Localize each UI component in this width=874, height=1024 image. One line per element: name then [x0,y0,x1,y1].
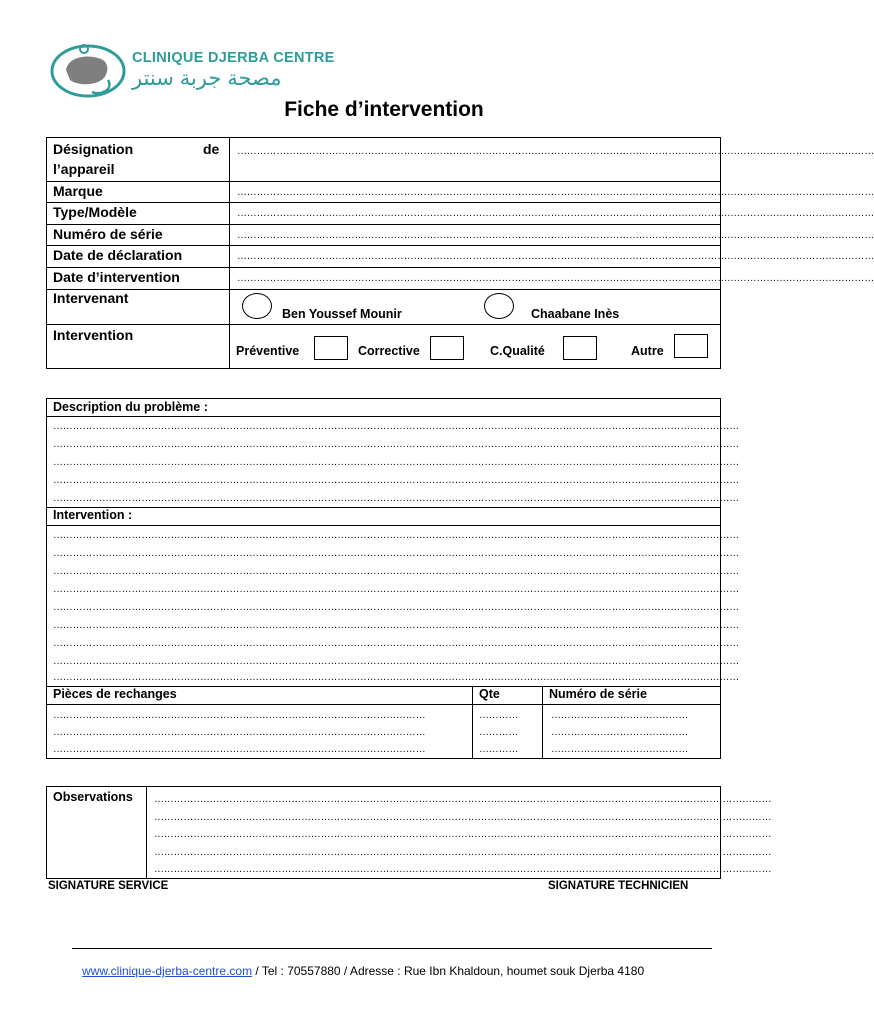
intervention-line-8[interactable]: ………………………………………………………………………………………………………………………………………………………………………………………… [53,656,740,667]
autre-checkbox[interactable] [674,334,708,358]
type-model-field[interactable]: …………………………………………………………………………………………………………………………………………………………………………… [237,208,874,219]
clinic-name: CLINIQUE DJERBA CENTRE [132,50,335,66]
qty-line-2[interactable]: ………… [479,727,519,738]
problem-line-5[interactable]: ………………………………………………………………………………………………………………………………………………………………………………………… [53,493,740,504]
intervenant-option-1: Ben Youssef Mounir [282,307,402,321]
signature-technician-label: SIGNATURE TECHNICIEN [548,880,689,892]
part-line-1[interactable]: …………………………………………………………………………………………………… [53,710,426,721]
marque-label: Marque [53,183,103,199]
intervention-type-label: Intervention [53,327,134,343]
website-link[interactable]: www.clinique-djerba-centre.com [82,964,253,978]
serial-number-label: Numéro de série [53,226,163,242]
designation-label-de: de [203,141,220,157]
serial-line-3[interactable]: …………………………………… [551,744,689,755]
intervention-date-label: Date d’intervention [53,269,180,285]
intervention-line-3[interactable]: ………………………………………………………………………………………………………………………………………………………………………………………… [53,566,740,577]
problem-line-1[interactable]: ………………………………………………………………………………………………………………………………………………………………………………………… [53,421,740,432]
intervention-line-6[interactable]: ………………………………………………………………………………………………………………………………………………………………………………………… [53,620,740,631]
quantity-label: Qte [479,687,500,701]
cqualite-checkbox[interactable] [563,336,597,360]
form-title: Fiche d’intervention [284,98,484,121]
intervention-line-9[interactable]: ………………………………………………………………………………………………………………………………………………………………………………………… [53,672,740,683]
signature-service-label: SIGNATURE SERVICE [48,880,169,892]
observation-line-2[interactable]: ……………………………………………………………………………………………………………………………………………………………………… [154,812,772,823]
device-info-table [46,137,874,369]
declaration-date-label: Date de déclaration [53,247,183,263]
observations-label: Observations [53,790,133,804]
preventive-checkbox[interactable] [314,336,348,360]
observations-table [46,786,772,879]
clinic-emblem-icon [48,40,128,98]
intervenant-option-2: Chaabane Inès [531,307,620,321]
problem-line-4[interactable]: ………………………………………………………………………………………………………………………………………………………………………………………… [53,475,740,486]
observation-line-4[interactable]: ……………………………………………………………………………………………………………………………………………………………………… [154,847,772,858]
intervention-type-preventive: Préventive [236,344,300,358]
serial-line-2[interactable]: …………………………………… [551,727,689,738]
problem-line-2[interactable]: ………………………………………………………………………………………………………………………………………………………………………………………… [53,439,740,450]
problem-description-label: Description du problème : [53,400,208,414]
intervention-line-5[interactable]: ………………………………………………………………………………………………………………………………………………………………………………………… [53,602,740,613]
declaration-date-field[interactable]: …………………………………………………………………………………………………………………………………………………………………………… [237,251,874,262]
designation-label: Désignation [53,141,134,157]
problem-line-3[interactable]: ………………………………………………………………………………………………………………………………………………………………………………………… [53,457,740,468]
qty-line-1[interactable]: ………… [479,710,519,721]
observation-line-3[interactable]: ……………………………………………………………………………………………………………………………………………………………………… [154,829,772,840]
footer-contact [82,964,644,978]
footer-contact-text: / Tel : 70557880 / Adresse : Rue Ibn Khaldoun, houmet souk Djerba 4180 [252,964,645,978]
intervention-type-cqualite: C.Qualité [490,344,545,358]
designation-field[interactable]: …………………………………………………………………………………………………………………………………………………………………………… [237,146,874,157]
intervention-line-1[interactable]: ………………………………………………………………………………………………………………………………………………………………………………………… [53,530,740,541]
observation-line-1[interactable]: ……………………………………………………………………………………………………………………………………………………………………… [154,794,772,805]
spare-parts-label: Pièces de rechanges [53,687,177,701]
intervention-date-field[interactable]: …………………………………………………………………………………………………………………………………………………………………………… [237,273,874,284]
intervention-line-2[interactable]: ………………………………………………………………………………………………………………………………………………………………………………………… [53,548,740,559]
clinic-name-arabic: مصحة جربة سنتر [132,67,282,90]
intervention-line-4[interactable]: ………………………………………………………………………………………………………………………………………………………………………………………… [53,584,740,595]
corrective-checkbox[interactable] [430,336,464,360]
part-line-2[interactable]: …………………………………………………………………………………………………… [53,727,426,738]
part-line-3[interactable]: …………………………………………………………………………………………………… [53,744,426,755]
clinic-logo [48,38,378,102]
qty-line-3[interactable]: ………… [479,744,519,755]
type-model-label: Type/Modèle [53,204,137,220]
intervention-description-label: Intervention : [53,508,133,522]
footer-divider [72,948,712,949]
serial-number-field[interactable]: …………………………………………………………………………………………………………………………………………………………………………… [237,230,874,241]
parts-serial-label: Numéro de série [549,687,647,701]
observation-line-5[interactable]: ……………………………………………………………………………………………………………………………………………………………………… [154,864,772,875]
intervention-type-corrective: Corrective [358,344,420,358]
intervenant-radio-1[interactable] [242,293,272,319]
intervention-line-7[interactable]: ………………………………………………………………………………………………………………………………………………………………………………………… [53,638,740,649]
marque-field[interactable]: …………………………………………………………………………………………………………………………………………………………………………… [237,187,874,198]
intervenant-label: Intervenant [53,290,129,306]
serial-line-1[interactable]: …………………………………… [551,710,689,721]
designation-label-appareil: l’appareil [53,161,115,177]
intervention-type-autre: Autre [631,344,664,358]
details-table [46,398,740,759]
intervenant-radio-2[interactable] [484,293,514,319]
